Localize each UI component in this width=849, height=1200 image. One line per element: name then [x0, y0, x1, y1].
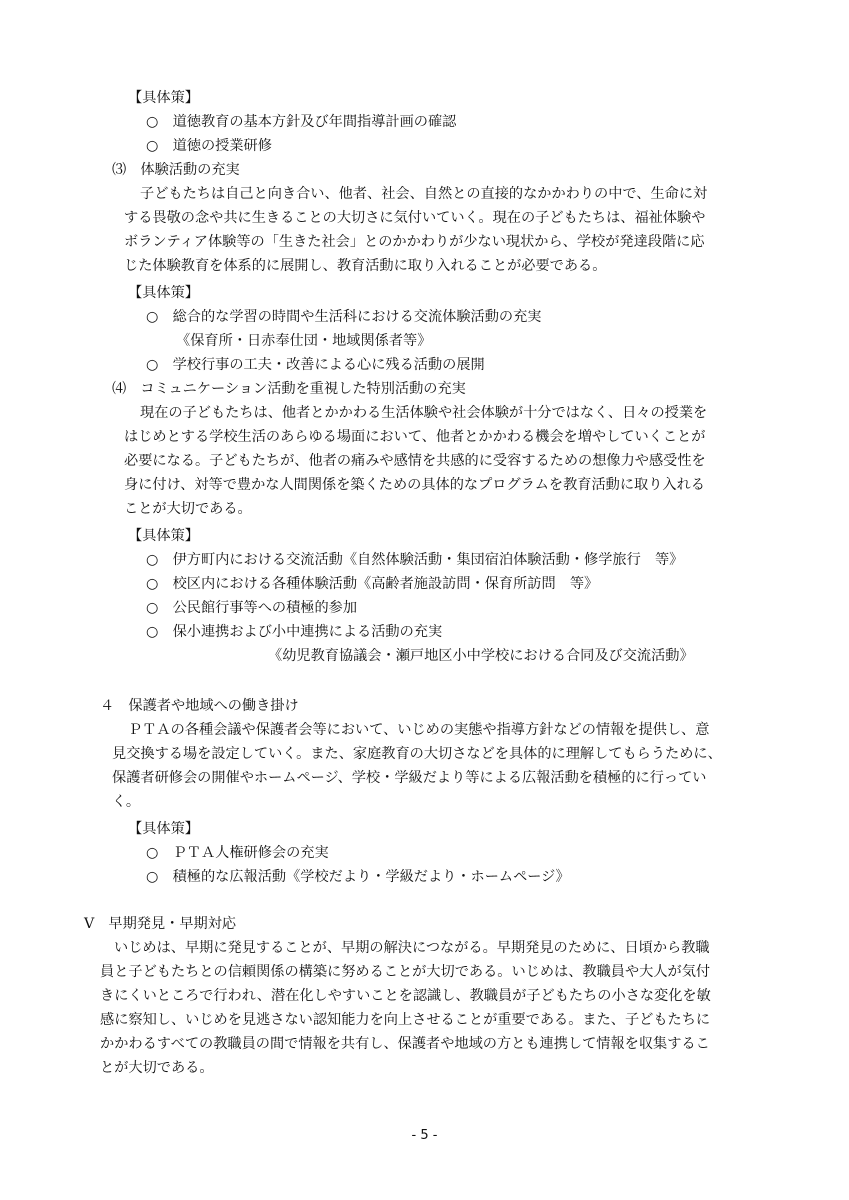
body-text-line: く。 — [112, 794, 141, 810]
measure-item: ○ 校区内における各種体験活動《高齢者施設訪問・保育所訪問 等》 — [146, 576, 599, 592]
body-text-line: ＰＴＡの各種会議や保護者会等において、いじめの実態や指導方針などの情報を提供し、意 — [128, 722, 710, 738]
body-text-line: 現在の子どもたちは、他者とかかわる生活体験や社会体験が十分ではなく、日々の授業を — [140, 405, 708, 421]
body-text-line: 身に付け、対等で豊かな人間関係を築くための具体的なプログラムを教育活動に取り入れる — [124, 477, 705, 493]
measures-heading: 【具体策】 — [128, 90, 199, 106]
body-text-line: 員と子どもたちとの信頼関係の構築に努めることが大切である。いじめは、教職員や大人が気付 — [100, 964, 711, 980]
body-text-line: はじめとする学校生活のあらゆる場面において、他者とかかわる機会を増やしていくことが — [124, 429, 706, 445]
measure-item: ○ 積極的な広報活動《学校だより・学級だより・ホームページ》 — [146, 869, 570, 885]
body-text-line: 必要になる。子どもたちが、他者の痛みや感情を共感的に受容するための想像力や感受性を — [124, 453, 706, 469]
section-heading: ⑶ 体験活動の充実 — [112, 162, 240, 178]
section-heading: ⑷ コミュニケーション活動を重視した特別活動の充実 — [112, 381, 466, 397]
body-text-line: 子どもたちは自己と向き合い、他者、社会、自然との直接的なかかわりの中で、生命に対 — [140, 186, 708, 202]
body-text-line: きにくいところで行われ、潜在化しやすいことを認識し、教職員が子どもたちの小さな変化を敏 — [100, 988, 711, 1004]
measure-item: ○ 伊方町内における交流活動《自然体験活動・集団宿泊体験活動・修学旅行 等》 — [146, 552, 684, 568]
measures-heading: 【具体策】 — [128, 528, 199, 544]
body-text-line: ことが大切である。 — [124, 501, 252, 517]
measure-note: 《保育所・日赤奉仕団・地域関係者等》 — [176, 333, 432, 349]
body-text-line: いじめは、早期に発見することが、早期の解決につながる。早期発見のために、日頃から教職 — [114, 940, 710, 956]
body-text-line: 感に察知し、いじめを見逃さない認知能力を向上させることが重要である。また、子どもたちに — [100, 1012, 711, 1028]
measure-note: 《幼児教育協議会・瀬戸地区小中学校における合同及び交流活動》 — [268, 648, 694, 664]
page-number: - 5 - — [411, 1128, 438, 1143]
section-heading: ４ 保護者や地域への働き掛け — [100, 698, 299, 714]
measures-heading: 【具体策】 — [128, 285, 199, 301]
measure-item: ○ 公民館行事等への積極的参加 — [146, 600, 358, 616]
measure-item: ○ 保小連携および小中連携による活動の充実 — [146, 624, 443, 640]
body-text-line: ボランティア体験等の「生きた社会」とのかかわりが少ない現状から、学校が発達段階に応 — [124, 234, 705, 250]
section-heading: Ⅴ 早期発見・早期対応 — [84, 916, 237, 932]
measure-item: ○ ＰＴＡ人権研修会の充実 — [146, 845, 329, 861]
measure-item: ○ 学校行事の工夫・改善による心に残る活動の展開 — [146, 357, 485, 373]
measure-item: ○ 総合的な学習の時間や生活科における交流体験活動の充実 — [146, 309, 542, 325]
measure-item: ○ 道徳教育の基本方針及び年間指導計画の確認 — [146, 114, 457, 130]
measures-heading: 【具体策】 — [128, 821, 199, 837]
body-text-line: じた体験教育を体系的に展開し、教育活動に取り入れることが必要である。 — [124, 258, 607, 274]
body-text-line: かかわるすべての教職員の間で情報を共有し、保護者や地域の方とも連携して情報を収集するこ — [100, 1036, 710, 1052]
body-text-line: する畏敬の念や共に生きることの大切さに気付いていく。現在の子どもたちは、福祉体験や — [124, 210, 706, 226]
body-text-line: とが大切である。 — [100, 1060, 214, 1076]
measure-item: ○ 道徳の授業研修 — [146, 138, 272, 154]
body-text-line: 見交換する場を設定していく。また、家庭教育の大切さなどを具体的に理解してもらうために、 — [112, 746, 722, 762]
body-text-line: 保護者研修会の開催やホームページ、学校・学級だより等による広報活動を積極的に行ってい — [112, 770, 707, 786]
